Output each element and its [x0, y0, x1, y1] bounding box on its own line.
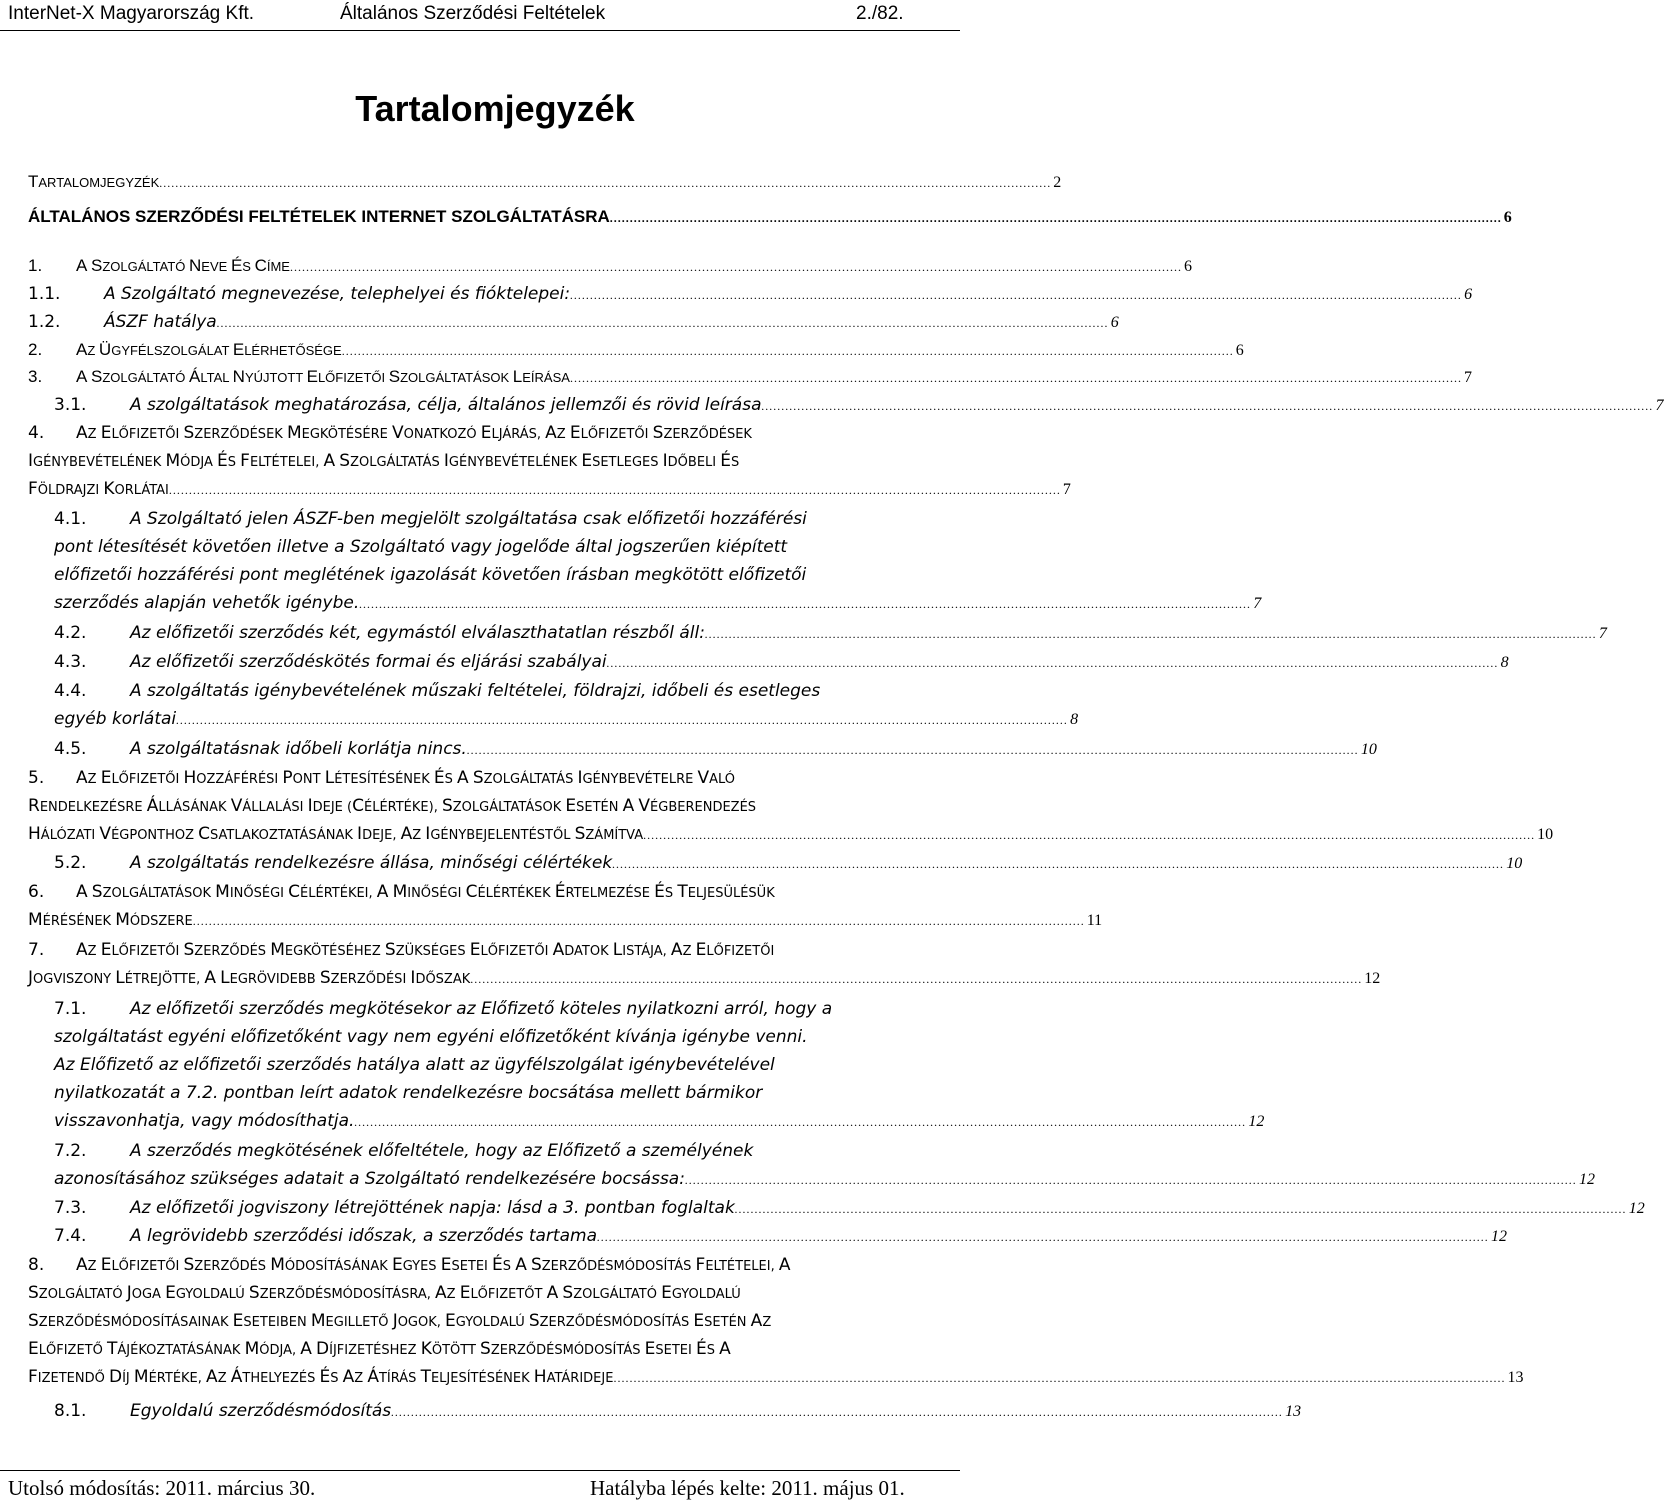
toc-entry-title: ELŐFIZETŐ TÁJÉKOZTATÁSÁNAK MÓDJA, A DÍJFIZETÉSHEZ KÖTÖTT SZERZŐDÉSMÓDOSÍTÁS ESETEI ÉS A — [28, 1339, 731, 1359]
toc-entry-title: A szolgáltatás igénybevételének műszaki feltételei, földrajzi, időbeli és esetleges — [130, 681, 821, 701]
toc-entry[interactable] — [54, 505, 1262, 617]
dot-leader — [467, 736, 1359, 764]
toc-entry-title: A szolgáltatások meghatározása, célja, általános jellemzői és rövid leírása — [130, 395, 762, 415]
toc-entry-number: 4. — [28, 423, 45, 443]
header-company: InterNet-X Magyarország Kft. — [8, 3, 255, 24]
toc-entry-page: 7 — [1463, 369, 1472, 386]
toc-entry-number: 4.2. — [54, 623, 87, 643]
toc-entry-page: 6 — [1235, 342, 1244, 359]
toc-entry-title: AZ ÜGYFÉLSZOLGÁLAT ELÉRHETŐSÉGE — [76, 340, 342, 359]
toc-entry[interactable] — [54, 1397, 1302, 1425]
toc-entry-title: A legrövidebb szerződési időszak, a szerződés tartama — [130, 1226, 597, 1246]
toc-entry-title: visszavonhatja, vagy módosíthatja. — [54, 1111, 355, 1131]
toc-entry-number: 7.4. — [54, 1226, 87, 1246]
dot-leader — [570, 281, 1462, 309]
toc-entry-title: A Szolgáltató jelen ÁSZF-ben megjelölt szolgáltatása csak előfizetői hozzáférési — [130, 509, 807, 529]
toc-entry-number: 7.1. — [54, 999, 87, 1019]
toc-entry-page: 7 — [1598, 625, 1607, 642]
toc-entry[interactable] — [28, 363, 1472, 391]
dot-leader — [570, 364, 1462, 392]
toc-entry-number: 1.1. — [28, 284, 61, 304]
toc-entry-title: nyilatkozatát a 7.2. pontban leírt adatok rendelkezésre bocsátása mellett bármikor — [54, 1083, 763, 1103]
toc-entry-number: 6. — [28, 882, 45, 902]
toc-entry-title: A SZOLGÁLTATÓ ÁLTAL NYÚJTOTT ELŐFIZETŐI SZOLGÁLTATÁSOK LEÍRÁSA — [76, 367, 570, 386]
toc-entry-number: 1.2. — [28, 312, 61, 332]
toc-entry-title: Az előfizetői jogviszony létrejöttének napja: lásd a 3. pontban foglaltak — [130, 1198, 735, 1218]
toc-entry-page: 6 — [1464, 286, 1473, 303]
toc-entry[interactable] — [28, 308, 1119, 336]
toc-entry-title: Az Előfizető az előfizetői szerződés hatálya alatt az ügyfélszolgálat igénybevételével — [54, 1055, 775, 1075]
toc-entry-number: 8.1. — [54, 1401, 87, 1421]
dot-leader — [705, 620, 1597, 648]
toc-entry-page: 8 — [1070, 711, 1079, 728]
dot-leader — [391, 1398, 1283, 1426]
toc-entry-number: 4.1. — [54, 509, 87, 529]
dot-leader — [290, 253, 1182, 281]
toc-entry-title: előfizetői hozzáférési pont meglétének igazolását követően írásban megkötött előfizetői — [54, 565, 807, 585]
toc-entry-number: 5.2. — [54, 853, 87, 873]
toc-entry-number: 7. — [28, 940, 45, 960]
toc-entry-title: A SZOLGÁLTATÁSOK MINŐSÉGI CÉLÉRTÉKEI, A MINŐSÉGI CÉLÉRTÉKEK ÉRTELMEZÉSE ÉS TELJESÜLÉSÜK — [76, 882, 775, 902]
toc-entry[interactable] — [28, 419, 1071, 503]
toc-entry-number: 8. — [28, 1255, 45, 1275]
toc-entry-page: 7 — [1655, 397, 1664, 414]
toc-entry-page: 12 — [1248, 1113, 1265, 1130]
dot-leader — [176, 706, 1068, 734]
toc-entry-number: 1. — [28, 256, 43, 275]
dot-leader — [612, 850, 1504, 878]
toc-entry-title: IGÉNYBEVÉTELÉNEK MÓDJA ÉS FELTÉTELEI, A SZOLGÁLTATÁS IGÉNYBEVÉTELÉNEK ESETLEGES IDŐBELI ÉS — [28, 451, 740, 471]
toc-entry[interactable] — [28, 1251, 1524, 1391]
toc-entry[interactable] — [54, 1222, 1507, 1250]
dot-leader — [643, 821, 1535, 849]
toc-entry-number: 7.2. — [54, 1141, 87, 1161]
toc-entry-title: A szolgáltatásnak időbeli korlátja nincs. — [130, 739, 467, 759]
dot-leader — [607, 649, 1499, 677]
toc-entry[interactable] — [28, 336, 1244, 364]
footer-last-modified: Utolsó módosítás: 2011. március 30. — [8, 1476, 316, 1500]
dot-leader — [169, 476, 1061, 504]
toc-entry-title: Az előfizetői szerződés megkötésekor az Előfizető köteles nyilatkozni arról, hogy a — [130, 999, 833, 1019]
toc-entry-title: SZERZŐDÉSMÓDOSÍTÁSAINAK ESETEIBEN MEGILLETŐ JOGOK, EGYOLDALÚ SZERZŐDÉSMÓDOSÍTÁS ESETÉN AZ — [28, 1311, 772, 1331]
toc-entry-page: 10 — [1537, 826, 1554, 843]
dot-leader — [217, 309, 1109, 337]
toc-entry[interactable] — [54, 648, 1509, 676]
toc-entry-title: Az előfizetői szerződéskötés formai és eljárási szabályai — [130, 652, 607, 672]
toc-entry-number: 4.5. — [54, 739, 87, 759]
toc-entry-title: pont létesítését követően illetve a Szolgáltató vagy jogelőde által jogszerűen kiépített — [54, 537, 788, 557]
toc-entry[interactable] — [28, 203, 1512, 231]
dot-leader — [613, 1364, 1505, 1392]
toc-entry-page: 13 — [1285, 1403, 1302, 1420]
toc-entry-title: AZ ELŐFIZETŐI SZERZŐDÉS MEGKÖTÉSÉHEZ SZÜKSÉGES ELŐFIZETŐI ADATOK LISTÁJA, AZ ELŐFIZETŐI — [76, 940, 775, 960]
toc-entry[interactable] — [54, 1137, 1595, 1193]
dot-leader — [159, 169, 1051, 197]
toc-entry-page: 12 — [1628, 1200, 1645, 1217]
toc-entry-title: szolgáltatást egyéni előfizetőként vagy nem egyéni előfizetőként kívánja igénybe venni. — [54, 1027, 808, 1047]
toc-entry-page: 12 — [1364, 970, 1381, 987]
toc-entry-page: 7 — [1253, 595, 1262, 612]
dot-leader — [610, 204, 1502, 232]
toc-entry-page: 12 — [1491, 1228, 1507, 1245]
dot-leader — [735, 1195, 1627, 1223]
footer-effective-date: Hatályba lépés kelte: 2011. május 01. — [590, 1476, 905, 1500]
toc-entry-title: A szolgáltatás rendelkezésre állása, minőségi célértékek — [130, 853, 613, 873]
toc-entry-number: 3.1. — [54, 395, 87, 415]
toc-entry-number: 4.4. — [54, 681, 87, 701]
toc-entry-title: Egyoldalú szerződésmódosítás — [130, 1401, 392, 1421]
toc-entry-page: 10 — [1506, 855, 1523, 872]
toc-entry-number: 2. — [28, 340, 43, 359]
toc-entry-title: AZ ELŐFIZETŐI SZERZŐDÉSEK MEGKÖTÉSÉRE VONATKOZÓ ELJÁRÁS, AZ ELŐFIZETŐI SZERZŐDÉSEK — [76, 423, 752, 443]
toc-entry-page: 2 — [1053, 174, 1062, 191]
dot-leader — [354, 1108, 1246, 1136]
dot-leader — [685, 1166, 1577, 1194]
toc-entry-title: TARTALOMJEGYZÉK — [28, 172, 160, 191]
page-title: Tartalomjegyzék — [355, 88, 635, 129]
toc-entry-number: 3. — [28, 367, 43, 386]
toc-entry-title: RENDELKEZÉSRE ÁLLÁSÁNAK VÁLLALÁSI IDEJE (CÉLÉRTÉKE), SZOLGÁLTATÁSOK ESETÉN A VÉGBERENDEZÉS — [28, 796, 757, 816]
toc-entry-page: 12 — [1578, 1171, 1595, 1188]
toc-entry-page: 13 — [1507, 1369, 1524, 1386]
toc-entry[interactable] — [54, 849, 1523, 877]
toc-entry-title: FIZETENDŐ DÍJ MÉRTÉKE, AZ ÁTHELYEZÉS ÉS AZ ÁTÍRÁS TELJESÍTÉSÉNEK HATÁRIDEJE — [28, 1367, 614, 1387]
toc-entry-title: MÉRÉSÉNEK MÓDSZERE — [28, 910, 193, 930]
toc-entry-page: 10 — [1360, 741, 1377, 758]
dot-leader — [762, 392, 1654, 420]
toc-entry-title: ÁLTALÁNOS SZERZŐDÉSI FELTÉTELEK INTERNET SZOLGÁLTATÁSRA — [28, 207, 610, 226]
toc-entry-title: AZ ELŐFIZETŐI SZERZŐDÉS MÓDOSÍTÁSÁNAK EGYES ESETEI ÉS A SZERZŐDÉSMÓDOSÍTÁS FELTÉTELEI, A — [76, 1255, 791, 1275]
toc-entry-title: szerződés alapján vehetők igénybe. — [54, 593, 360, 613]
dot-leader — [342, 337, 1234, 365]
toc-entry[interactable] — [28, 878, 1103, 934]
toc-entry[interactable] — [54, 677, 1079, 733]
toc-entry-title: FÖLDRAJZI KORLÁTAI — [28, 479, 169, 499]
toc-entry[interactable] — [28, 168, 1062, 196]
toc-entry[interactable] — [28, 764, 1554, 848]
toc-entry-title: AZ ELŐFIZETŐI HOZZÁFÉRÉSI PONT LÉTESÍTÉSÉNEK ÉS A SZOLGÁLTATÁS IGÉNYBEVÉTELRE VALÓ — [76, 768, 736, 788]
dot-leader — [359, 590, 1251, 618]
toc-entry[interactable] — [54, 391, 1664, 419]
header-page-number: 2./82. — [856, 3, 904, 24]
toc-entry-title: A Szolgáltató megnevezése, telephelyei és fióktelepei: — [104, 284, 571, 304]
toc-entry[interactable] — [54, 619, 1607, 647]
page-footer — [0, 1470, 960, 1505]
toc-entry-title: SZOLGÁLTATÓ JOGA EGYOLDALÚ SZERZŐDÉSMÓDOSÍTÁSRA, AZ ELŐFIZETŐT A SZOLGÁLTATÓ EGYOLDALÚ — [28, 1283, 741, 1303]
toc-entry[interactable] — [54, 735, 1377, 763]
toc-entry-page: 6 — [1183, 258, 1192, 275]
toc-entry[interactable] — [54, 1194, 1645, 1222]
toc-entry-page: 7 — [1062, 481, 1071, 498]
toc-entry-title: azonosításához szükséges adatait a Szolgáltató rendelkezésére bocsássa: — [54, 1169, 685, 1189]
toc-entry-page: 6 — [1503, 209, 1512, 226]
toc-entry[interactable] — [28, 280, 1473, 308]
toc-entry-number: 5. — [28, 768, 45, 788]
toc-entry-title: HÁLÓZATI VÉGPONTHOZ CSATLAKOZTATÁSÁNAK IDEJE, AZ IGÉNYBEJELENTÉSTŐL SZÁMÍTVA — [28, 824, 644, 844]
toc-entry-number: 4.3. — [54, 652, 87, 672]
toc-entry[interactable] — [28, 936, 1381, 992]
toc-entry-page: 11 — [1086, 912, 1103, 929]
toc-entry-title: ÁSZF hatálya — [104, 312, 217, 332]
toc-entry-number: 7.3. — [54, 1198, 87, 1218]
toc-entry-title: JOGVISZONY LÉTREJÖTTE, A LEGRÖVIDEBB SZERZŐDÉSI IDŐSZAK — [28, 968, 471, 988]
toc-entry-title: A SZOLGÁLTATÓ NEVE ÉS CÍME — [76, 256, 290, 275]
toc-entry-title: A szerződés megkötésének előfeltétele, hogy az Előfizető a személyének — [130, 1141, 754, 1161]
toc-entry-title: egyéb korlátai — [54, 709, 177, 729]
toc-entry-page: 6 — [1110, 314, 1119, 331]
header-doc-name: Általános Szerződési Feltételek — [340, 3, 606, 24]
page-header — [0, 0, 960, 31]
toc-entry-title: Az előfizetői szerződés két, egymástól elválaszthatatlan részből áll: — [130, 623, 705, 643]
dot-leader — [597, 1223, 1489, 1251]
toc-entry[interactable] — [28, 252, 1192, 280]
toc-entry-page: 8 — [1500, 654, 1509, 671]
toc-entry[interactable] — [54, 995, 1265, 1135]
dot-leader — [470, 965, 1362, 993]
dot-leader — [193, 907, 1085, 935]
